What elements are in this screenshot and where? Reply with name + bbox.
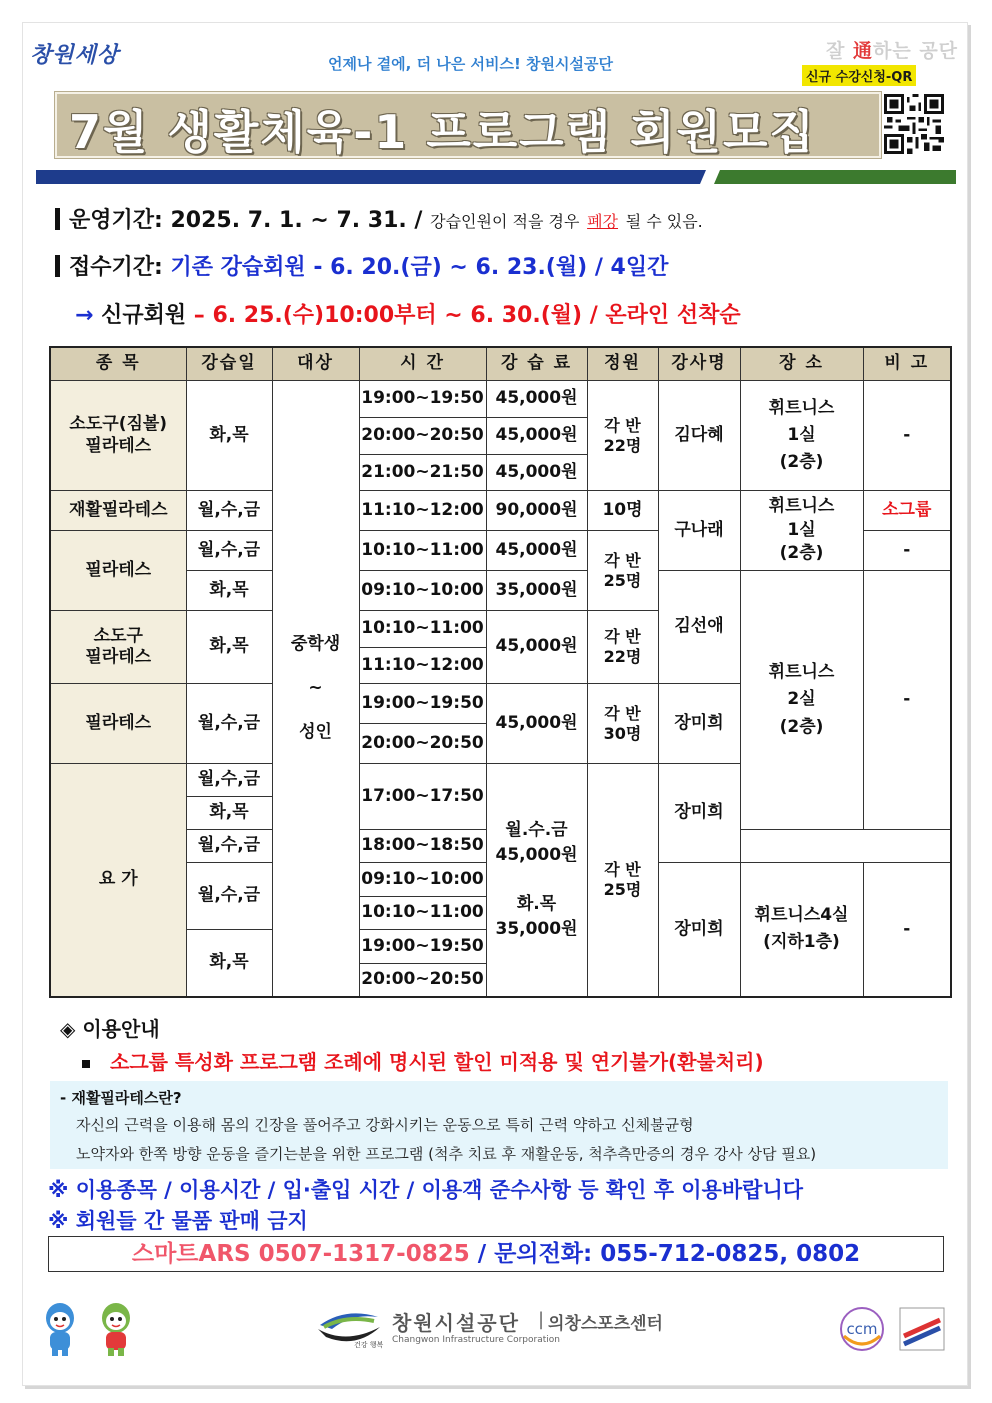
diamond-icon: ◈ <box>60 1017 76 1041</box>
fee-cell: 월.수.금 45,000원 화.목 35,000원 <box>486 764 587 997</box>
mascot-blue-icon <box>46 1303 74 1356</box>
rehab-info-title: - 재활필라테스란? <box>60 1089 182 1107</box>
rehab-info-line: 자신의 근력을 이용해 몸의 긴장을 풀어주고 강화시키는 운동으로 특히 근력 약하고 신체불균형 <box>76 1116 694 1134</box>
place-cell: 휘트니스4실 (지하1층) <box>740 863 863 997</box>
fee-cell: 45,000원 <box>486 418 587 455</box>
days-cell: 화,목 <box>186 611 272 684</box>
capacity-cell: 각 반 22명 <box>587 381 658 491</box>
certification-logos <box>838 1306 948 1352</box>
capacity-cell: 각 반 25명 <box>587 531 658 611</box>
teacher-cell: 장미희 <box>658 684 740 764</box>
note-cell-small-group: 소그룹 <box>863 491 951 531</box>
header-note: 비 고 <box>863 347 951 381</box>
sports-center-name: 의창스포츠센터 <box>548 1314 663 1334</box>
time-cell: 10:10~11:00 <box>359 611 486 648</box>
days-cell: 월,수,금 <box>186 491 272 531</box>
period-note-end: 될 수 있음. <box>625 212 703 231</box>
time-cell: 20:00~20:50 <box>359 724 486 764</box>
corp-slogan-accent: 通 <box>852 40 873 62</box>
days-cell: 화,목 <box>186 930 272 997</box>
notice-line: ※ 이용종목 / 이용시간 / 입·출입 시간 / 이용객 준수사항 등 확인 후 이용바랍니다 <box>48 1178 804 1202</box>
header-fee: 강 습 료 <box>486 347 587 381</box>
divider: | <box>538 1309 545 1330</box>
city-brand-logo: 창원세상 <box>30 43 120 68</box>
logo-mark-text: 건강 행복 <box>354 1341 384 1349</box>
kind-cell: 필라테스 <box>50 684 186 764</box>
fee-cell: 45,000원 <box>486 684 587 764</box>
time-cell: 20:00~20:50 <box>359 964 486 997</box>
capacity-cell: 각 반 22명 <box>587 611 658 684</box>
time-cell: 09:10~10:00 <box>359 571 486 611</box>
kind-cell: 필라테스 <box>50 531 186 611</box>
contact-box <box>48 1236 944 1272</box>
bullet-bar-icon <box>55 255 60 277</box>
kind-cell: 소도구 필라테스 <box>50 611 186 684</box>
place-cell: 휘트니스 2실 (2층) <box>740 571 863 830</box>
time-cell: 11:10~12:00 <box>359 491 486 531</box>
header-target: 대상 <box>272 347 359 381</box>
teacher-cell: 장미희 <box>658 764 740 863</box>
header-kind: 종 목 <box>50 347 186 381</box>
days-cell: 월,수,금 <box>186 830 272 863</box>
time-cell: 11:10~12:00 <box>359 648 486 684</box>
arrow-icon: → <box>75 303 94 328</box>
new-member-period <box>75 298 741 329</box>
days-cell: 화,목 <box>186 381 272 491</box>
fee-cell: 35,000원 <box>486 571 587 611</box>
mascot-icons <box>38 1300 148 1360</box>
table-row <box>50 381 951 418</box>
period-label: 운영기간: <box>69 208 163 233</box>
corp-slogan-part: 잘 <box>826 40 853 62</box>
org-name: 창원시설공단 <box>392 1311 520 1335</box>
header-time: 시 간 <box>359 347 486 381</box>
fee-cell: 45,000원 <box>486 381 587 418</box>
time-cell: 19:00~19:50 <box>359 684 486 724</box>
time-cell: 10:10~11:00 <box>359 897 486 930</box>
fee-cell: 45,000원 <box>486 455 587 491</box>
corporation-logo <box>316 1305 696 1355</box>
note-cell: - <box>863 863 951 997</box>
capacity-cell: 각 반 30명 <box>587 684 658 764</box>
schedule-table <box>49 346 952 998</box>
kind-cell: 소도구(짐볼) 필라테스 <box>50 381 186 491</box>
reception-period <box>55 250 668 281</box>
corporation-swoosh-icon <box>316 1305 386 1351</box>
place-cell: 휘트니스 1실 (2층) <box>740 381 863 491</box>
time-cell: 17:00~17:50 <box>359 764 486 830</box>
place-cell: 휘트니스 1실 (2층) <box>740 491 863 571</box>
teacher-cell: 구나래 <box>658 491 740 571</box>
quality-certification-icon <box>900 1308 944 1350</box>
time-cell: 10:10~11:00 <box>359 531 486 571</box>
notice-line: ※ 회원들 간 물품 판매 금지 <box>48 1209 308 1233</box>
slogan: 언제나 곁에, 더 나은 서비스! 창원시설공단 <box>328 55 613 73</box>
usage-guide-text: 소그룹 특성화 프로그램 조례에 명시된 할인 미적용 및 연기불가(환불처리) <box>110 1050 764 1074</box>
note-cell: - <box>863 381 951 491</box>
fee-cell: 45,000원 <box>486 611 587 684</box>
mascot-green-icon <box>102 1303 130 1356</box>
time-cell: 21:00~21:50 <box>359 455 486 491</box>
corp-slogan-logo <box>826 36 958 63</box>
time-cell: 19:00~19:50 <box>359 930 486 964</box>
corp-slogan-part: 하는 공단 <box>873 40 959 62</box>
reception-value: 기존 강습회원 - 6. 20.(금) ~ 6. 23.(월) / 4일간 <box>170 255 669 280</box>
kind-cell-yoga: 요 가 <box>50 764 186 997</box>
teacher-cell: 장미희 <box>658 863 740 997</box>
rehab-info-line: 노약자와 한쪽 방향 운동을 즐기는분을 위한 프로그램 (척추 치료 후 재활운동, 척추측만증의 경우 강사 상담 필요) <box>76 1145 817 1163</box>
org-english-name: Changwon Infrastructure Corporation <box>392 1335 560 1345</box>
qr-code-icon[interactable] <box>884 94 944 154</box>
square-bullet-icon <box>82 1060 90 1068</box>
header-teacher: 강사명 <box>658 347 740 381</box>
fee-cell: 90,000원 <box>486 491 587 531</box>
header-stripe <box>36 170 956 184</box>
target-cell: 중학생 ~ 성인 <box>272 381 359 997</box>
header-capacity: 정원 <box>587 347 658 381</box>
usage-guide-label: 이용안내 <box>82 1017 160 1041</box>
fee-cell: 45,000원 <box>486 531 587 571</box>
page-title: 7월 생활체육-1 프로그램 회원모집 <box>69 105 816 159</box>
days-cell: 화,목 <box>186 571 272 611</box>
table-row <box>50 491 951 531</box>
table-header-row <box>50 347 951 381</box>
period-value: 2025. 7. 1. ~ 7. 31. / <box>170 208 423 233</box>
ccm-badge-icon <box>841 1308 883 1350</box>
capacity-cell: 10명 <box>587 491 658 531</box>
days-cell: 월,수,금 <box>186 863 272 930</box>
qr-label: 신규 수강신청-QR <box>802 65 916 86</box>
usage-guide-item <box>82 1046 764 1075</box>
new-member-label: 신규회원 <box>101 303 187 328</box>
reception-label: 접수기간: <box>69 255 163 280</box>
teacher-cell: 김선애 <box>658 571 740 684</box>
ccm-text: ccm <box>846 1320 878 1338</box>
time-cell: 18:00~18:50 <box>359 830 486 863</box>
teacher-cell: 김다혜 <box>658 381 740 491</box>
inquiry-phone[interactable]: / 문의전화: 055-712-0825, 0802 <box>469 1241 861 1267</box>
usage-guide-heading <box>60 1013 160 1042</box>
days-cell: 월,수,금 <box>186 764 272 797</box>
new-member-value: – 6. 25.(수)10:00부터 ~ 6. 30.(월) / 온라인 선착순 <box>193 303 741 328</box>
bullet-bar-icon <box>55 208 60 230</box>
note-cell: - <box>863 571 951 830</box>
operating-period <box>55 203 703 234</box>
time-cell: 19:00~19:50 <box>359 381 486 418</box>
smart-ars-number[interactable]: 스마트ARS 0507-1317-0825 <box>131 1241 470 1267</box>
capacity-cell: 각 반 25명 <box>587 764 658 997</box>
header-days: 강습일 <box>186 347 272 381</box>
header-place: 장 소 <box>740 347 863 381</box>
period-note: 강습인원이 적을 경우 <box>430 212 580 231</box>
days-cell: 월,수,금 <box>186 531 272 571</box>
days-cell: 화,목 <box>186 797 272 830</box>
note-cell: - <box>863 531 951 571</box>
kind-cell: 재활필라테스 <box>50 491 186 531</box>
title-banner <box>55 92 881 158</box>
rehab-info-box <box>50 1081 948 1169</box>
time-cell: 20:00~20:50 <box>359 418 486 455</box>
table-row <box>50 571 951 611</box>
time-cell: 09:10~10:00 <box>359 863 486 897</box>
days-cell: 월,수,금 <box>186 684 272 764</box>
period-note-closure: 폐강 <box>587 212 619 231</box>
